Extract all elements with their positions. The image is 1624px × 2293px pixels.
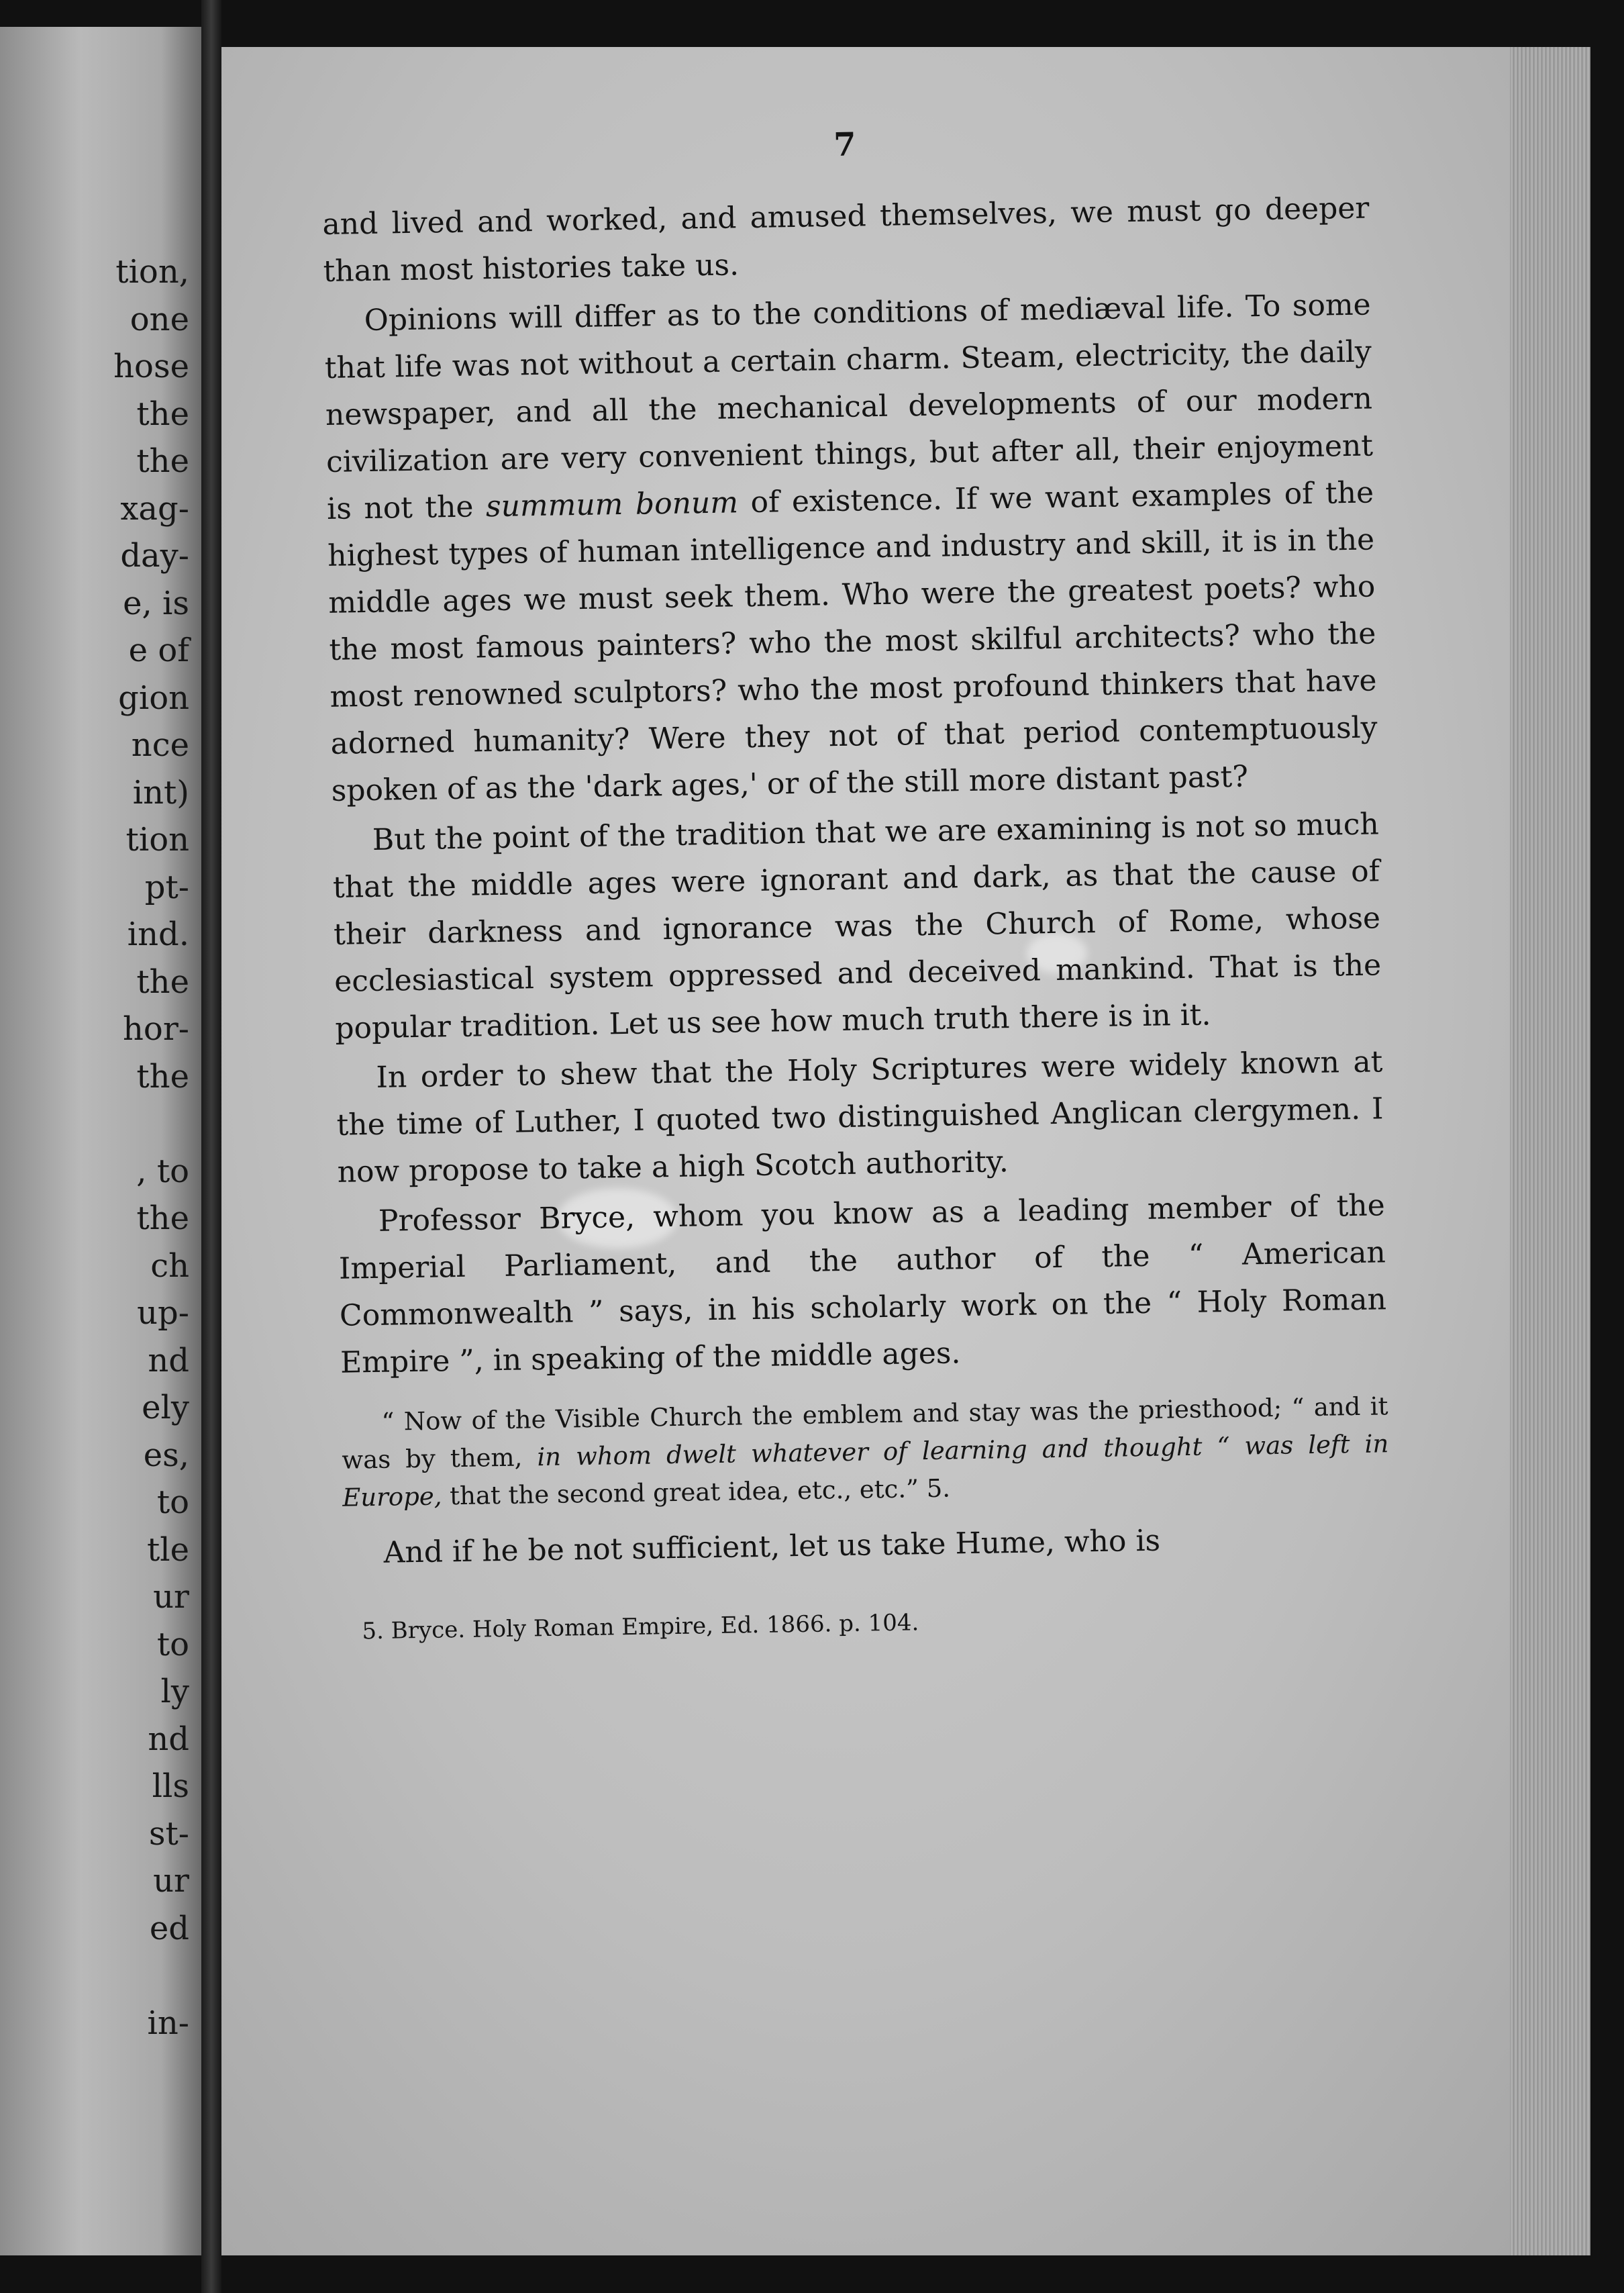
paragraph-1: and lived and worked, and amused themselves, we must go deeper than most histories take us. [322, 191, 1370, 289]
left-page-fragment: the [136, 963, 189, 1001]
left-page-fragment: e, is [123, 584, 189, 622]
left-page-fragment: ur [153, 1578, 189, 1616]
left-page-fragment: tle [146, 1530, 189, 1569]
paragraph-2-italic: summum bonum [485, 485, 739, 524]
paragraph-2-text-b: of existence. If we want examples of the highest types of human intelligence and industry and skill, it is in the middle ages we must seek them. Who were the greatest poets? who the most famous painters? who the most skilful architects? who the most renowned sculptors? who the most profound thinkers that have adorned humanity? Were they not of that period contemptuously spoken of as the 'dark ages,' or of the still more distant past? [327, 475, 1378, 808]
quote-text-a: “ Now of the Visible Church the emblem and stay was the priesthood; “ and it was by them, [342, 1392, 1388, 1475]
left-page-fragment: lls [152, 1767, 189, 1805]
left-page-fragment: one [130, 300, 189, 338]
left-page-fragment: the [136, 1200, 189, 1237]
block-quote [341, 1387, 1389, 1516]
left-page-fragment: nce [131, 726, 189, 764]
left-page-fragment: in- [147, 2004, 189, 2042]
left-facing-page [0, 27, 201, 2255]
page-edges [1510, 47, 1590, 2255]
left-page-fragment: gion [118, 679, 189, 717]
left-page-fragment: ur [153, 1862, 189, 1900]
left-page-fragment: ly [160, 1673, 189, 1710]
paragraph-3: But the point of the tradition that we are examining is not so much that the middle ages were ignorant and dark, as that the cause of their darkness and ignorance was the Church of Rome, whose ecclesiastical system oppressed and deceived mankind. That is the popular tradition. Let us see how much truth there is in it. [332, 807, 1382, 1046]
left-page-fragment: xag- [120, 489, 189, 528]
left-page-fragment [1, 1100, 189, 1148]
left-page-fragment: up- [137, 1294, 189, 1332]
left-page-fragment: st- [148, 1814, 189, 1853]
page-number: 7 [833, 126, 856, 164]
main-page [221, 47, 1590, 2255]
paragraph-4: In order to shew that the Holy Scriptures were widely known at the time of Luther, I quoted two distinguished Anglican clergymen. I now propose to take a high Scotch authority. [336, 1044, 1384, 1189]
left-page-fragment [1, 1952, 189, 2000]
left-page-fragment: to [156, 1625, 189, 1663]
left-page-fragment: the [136, 442, 189, 480]
left-page-fragment: ch [150, 1247, 189, 1285]
left-page-fragment: e of [128, 632, 189, 669]
left-page-fragment: ind. [127, 916, 189, 953]
quote-italic: in whom dwelt whatever of learning and thought “ was left in Europe, [342, 1429, 1389, 1512]
left-page-fragment: int) [132, 773, 189, 812]
book-gutter [201, 0, 221, 2293]
paragraph-2-text-a: Opinions will differ as to the conditions of mediæval life. To some that life was not without a certain charm. Steam, electricity, the daily newspaper, and all the mechanical developments of our modern civilization are very convenient things, but after all, their enjoyment is not the [324, 287, 1374, 526]
left-page-fragment: pt- [144, 868, 189, 906]
left-page-fragment: the [136, 395, 189, 433]
left-page-fragment: tion, [115, 253, 189, 291]
left-page-fragment: es, [143, 1436, 189, 1474]
left-page-line-fragments [1, 248, 189, 2047]
left-page-fragment: ely [142, 1389, 189, 1426]
left-page-fragment: hor- [123, 1010, 189, 1048]
closing-paragraph: And if he be not sufficient, let us take Hume, who is [383, 1523, 1161, 1570]
left-page-fragment: to [156, 1483, 189, 1521]
left-page-fragment: the [136, 1057, 189, 1095]
left-page-fragment: nd [148, 1720, 189, 1758]
left-page-fragment: ed [149, 1909, 189, 1947]
quote-text-b: that the second great idea, etc., etc.” 5. [442, 1473, 951, 1511]
left-page-fragment: hose [113, 348, 189, 385]
page-text-block [322, 126, 1392, 1648]
paragraph-5: Professor Bryce, whom you know as a leading member of the Imperial Parliament, and the author of the “ American Commonwealth ” says, in his scholarly work on the “ Holy Roman Empire ”, in speaking of the middle ages. [338, 1188, 1387, 1380]
left-page-fragment: nd [148, 1341, 189, 1379]
paragraph-2 [323, 281, 1378, 814]
footnote: 5. Bryce. Holy Roman Empire, Ed. 1866. p. 104. [362, 1609, 919, 1645]
left-page-fragment: tion [125, 821, 189, 859]
left-page-fragment: , to [136, 1152, 189, 1190]
left-page-fragment: day- [120, 537, 189, 575]
